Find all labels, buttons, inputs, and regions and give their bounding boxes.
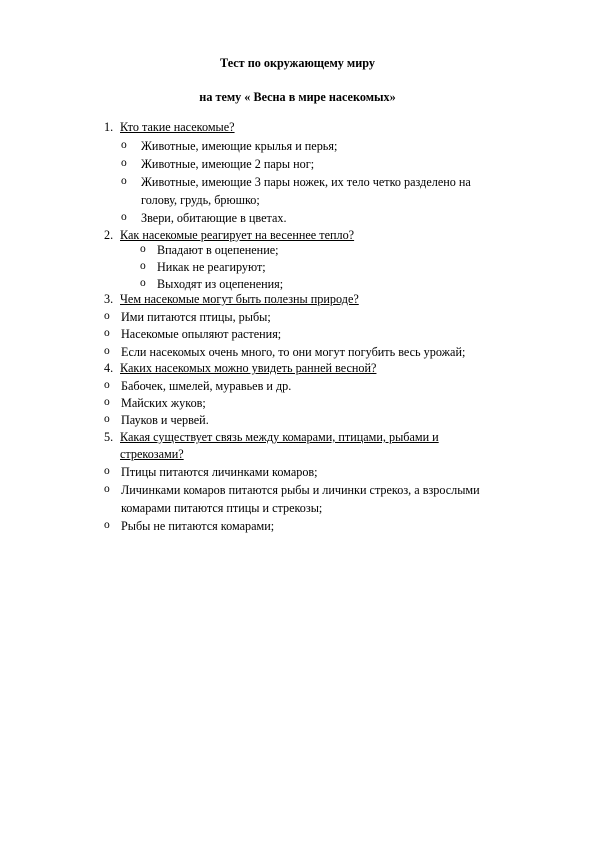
bullet-icon: o bbox=[121, 175, 127, 187]
answer-option-continuation: комарами питаются птицы и стрекозы; bbox=[121, 501, 323, 515]
answer-option-continuation: голову, грудь, брюшко; bbox=[141, 193, 260, 207]
question-number: 2. bbox=[104, 228, 114, 242]
bullet-icon: o bbox=[104, 310, 110, 322]
question-4 bbox=[104, 361, 376, 376]
question-3 bbox=[104, 292, 359, 307]
question-1 bbox=[104, 120, 235, 135]
answer-option: Ими питаются птицы, рыбы; bbox=[121, 310, 271, 324]
bullet-icon: o bbox=[140, 277, 146, 289]
answer-option: Животные, имеющие 2 пары ног; bbox=[141, 157, 315, 171]
answer-option: Никак не реагируют; bbox=[157, 260, 266, 274]
answer-option: Выходят из оцепенения; bbox=[157, 277, 284, 291]
answer-option: Впадают в оцепенение; bbox=[157, 243, 279, 257]
bullet-icon: o bbox=[140, 260, 146, 272]
bullet-icon: o bbox=[104, 345, 110, 357]
bullet-icon: o bbox=[104, 483, 110, 495]
answer-option: Майских жуков; bbox=[121, 396, 206, 410]
question-5 bbox=[104, 430, 439, 445]
question-text: Какая существует связь между комарами, птицами, рыбами и bbox=[120, 430, 439, 444]
question-number: 5. bbox=[104, 430, 114, 444]
bullet-icon: o bbox=[121, 211, 127, 223]
answer-option: Если насекомых очень много, то они могут погубить весь урожай; bbox=[121, 345, 466, 359]
answer-option: Бабочек, шмелей, муравьев и др. bbox=[121, 379, 292, 393]
answer-option: Рыбы не питаются комарами; bbox=[121, 519, 275, 533]
answer-option: Животные, имеющие 3 пары ножек, их тело четко разделено на bbox=[141, 175, 471, 189]
bullet-icon: o bbox=[104, 519, 110, 531]
question-number: 4. bbox=[104, 361, 114, 375]
bullet-icon: o bbox=[121, 157, 127, 169]
question-text: Кто такие насекомые? bbox=[120, 120, 235, 134]
bullet-icon: o bbox=[104, 379, 110, 391]
question-text: Как насекомые реагирует на весеннее тепло? bbox=[120, 228, 355, 242]
question-5-continuation: стрекозами? bbox=[120, 447, 184, 461]
answer-option: Насекомые опыляют растения; bbox=[121, 327, 282, 341]
answer-option: Пауков и червей. bbox=[121, 413, 209, 427]
bullet-icon: o bbox=[104, 396, 110, 408]
question-text: Чем насекомые могут быть полезны природе? bbox=[120, 292, 359, 306]
document-title: Тест по окружающему миру bbox=[220, 56, 375, 70]
question-2 bbox=[104, 228, 354, 243]
answer-option: Звери, обитающие в цветах. bbox=[141, 211, 287, 225]
bullet-icon: o bbox=[121, 139, 127, 151]
bullet-icon: o bbox=[140, 243, 146, 255]
document-subtitle: на тему « Весна в мире насекомых» bbox=[199, 90, 396, 104]
question-number: 1. bbox=[104, 120, 114, 134]
bullet-icon: o bbox=[104, 413, 110, 425]
question-text: Каких насекомых можно увидеть ранней весной? bbox=[120, 361, 377, 375]
question-number: 3. bbox=[104, 292, 114, 306]
answer-option: Животные, имеющие крылья и перья; bbox=[141, 139, 338, 153]
answer-option: Птицы питаются личинками комаров; bbox=[121, 465, 318, 479]
answer-option: Личинками комаров питаются рыбы и личинки стрекоз, а взрослыми bbox=[121, 483, 480, 497]
bullet-icon: o bbox=[104, 465, 110, 477]
bullet-icon: o bbox=[104, 327, 110, 339]
